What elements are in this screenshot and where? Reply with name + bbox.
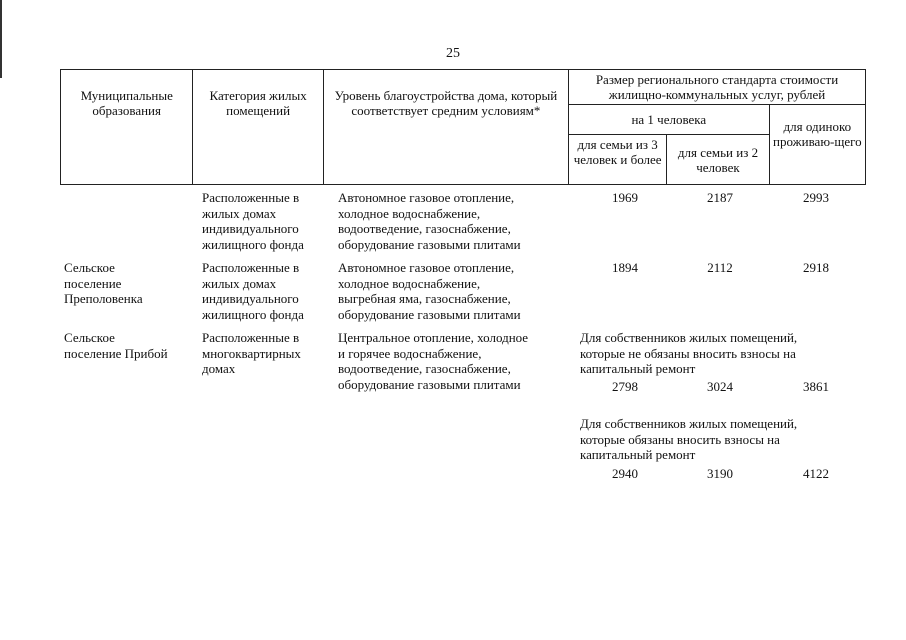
row3a-value-single: 3861 xyxy=(803,379,829,394)
row3-note-capital-repair: Для собственников жилых помещений, которые обязаны вносить взносы на капитальный ремонт xyxy=(580,416,798,462)
row1-comfort: Автономное газовое отопление, холодное водоснабжение, водоотведение, газоснабжение, оборудование газовыми плитами xyxy=(338,190,521,252)
row3-note-no-capital-repair: Для собственников жилых помещений, которые не обязаны вносить взносы на капитальный ремонт xyxy=(580,330,798,376)
scan-edge-mark xyxy=(0,0,2,78)
row2-comfort: Автономное газовое отопление, холодное водоснабжение, выгребная яма, газоснабжение, оборудование газовыми плитами xyxy=(338,260,521,322)
row3b-value-family2: 3190 xyxy=(707,466,733,481)
row1-value-single: 2993 xyxy=(803,190,829,205)
header-municipality: Муниципальные образования xyxy=(61,70,193,185)
row2-value-family2: 2112 xyxy=(707,260,733,275)
header-family-2: для семьи из 2 человек xyxy=(667,135,769,185)
row3b-value-single: 4122 xyxy=(803,466,829,481)
row3-municipality: Сельское поселение Прибой xyxy=(64,330,168,361)
page-number: 25 xyxy=(446,46,460,61)
row1-value-family2: 2187 xyxy=(707,190,733,205)
header-per-person: на 1 человека xyxy=(568,105,769,135)
row2-category: Расположенные в жилых домах индивидуального жилищного фонда xyxy=(202,260,304,322)
row3b-value-family3: 2940 xyxy=(612,466,638,481)
header-single: для одиноко проживаю-щего xyxy=(769,105,865,185)
row2-value-family3: 1894 xyxy=(612,260,638,275)
row3a-value-family3: 2798 xyxy=(612,379,638,394)
row3a-value-family2: 3024 xyxy=(707,379,733,394)
row1-value-family3: 1969 xyxy=(612,190,638,205)
header-housing-category: Категория жилых помещений xyxy=(193,70,323,185)
row3-category: Расположенные в многоквартирных домах xyxy=(202,330,301,376)
row2-value-single: 2918 xyxy=(803,260,829,275)
row2-municipality: Сельское поселение Преполовенка xyxy=(64,260,143,306)
header-family-3: для семьи из 3 человек и более xyxy=(568,135,666,185)
table-header xyxy=(60,69,866,185)
header-comfort-level: Уровень благоустройства дома, который соответствует средним условиям* xyxy=(323,70,568,185)
row1-category: Расположенные в жилых домах индивидуального жилищного фонда xyxy=(202,190,304,252)
header-standard-size: Размер регионального стандарта стоимости жилищно-коммунальных услуг, рублей xyxy=(568,70,865,105)
row3-comfort: Центральное отопление, холодное и горячее водоснабжение, водоотведение, газоснабжение, оборудование газовыми плитами xyxy=(338,330,529,392)
